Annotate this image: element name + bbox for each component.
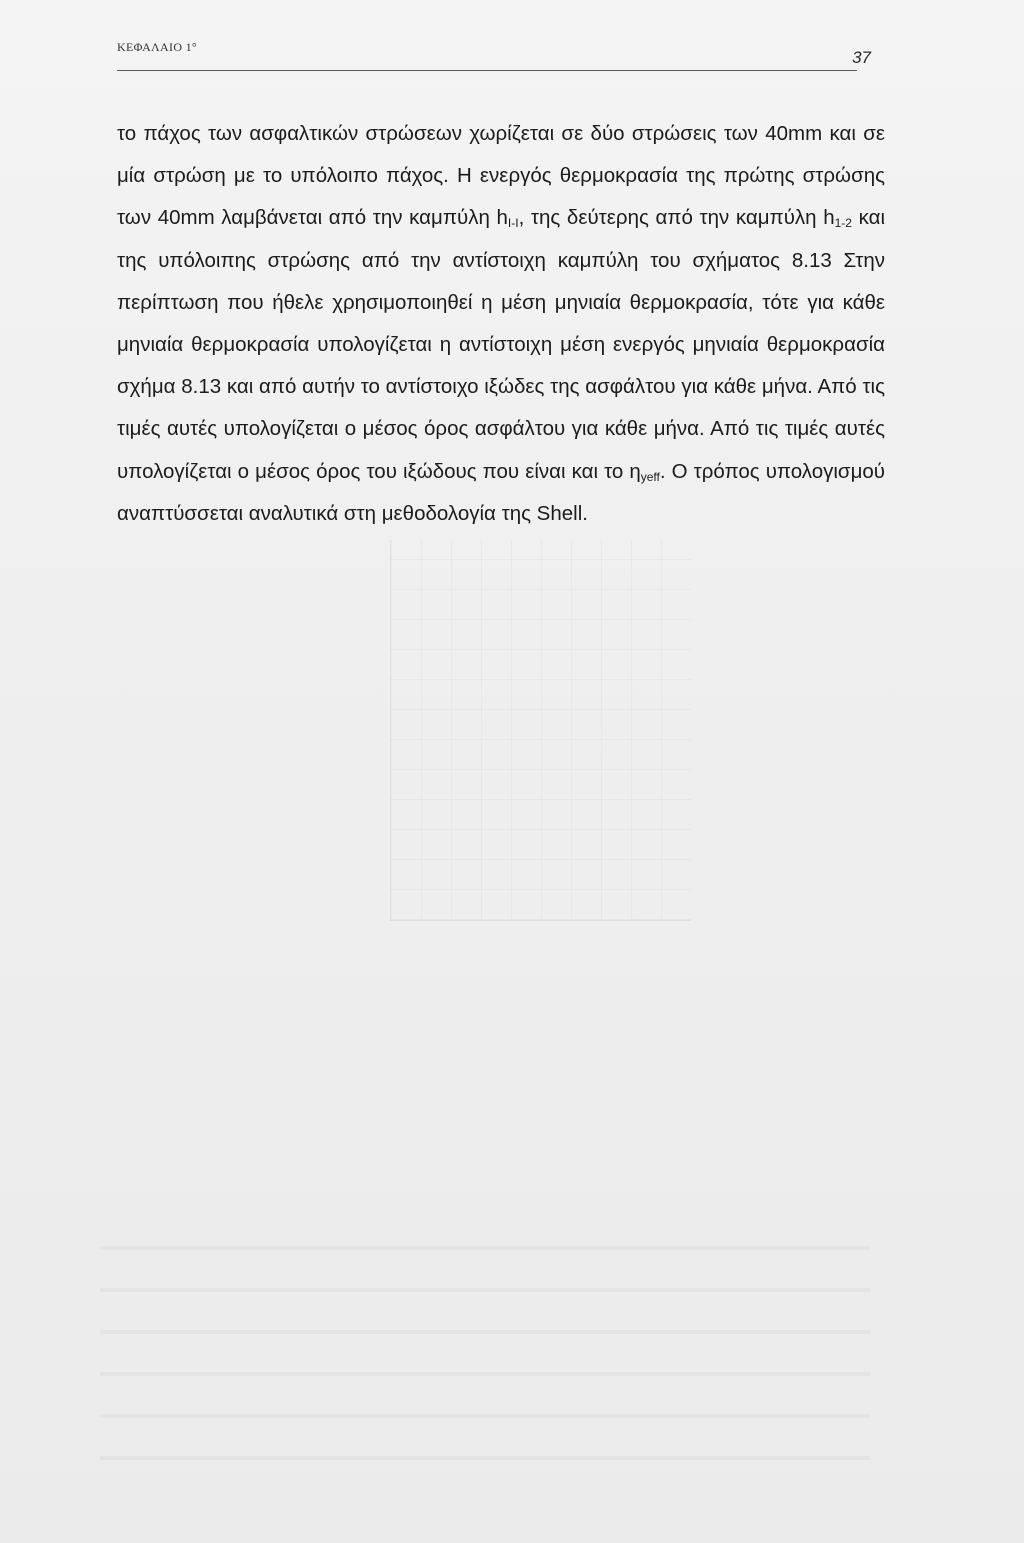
subscript-curve-2: 1-2	[834, 216, 852, 231]
bleed-through-text	[100, 1220, 870, 1460]
paragraph-text-3: και της υπόλοιπης στρώσης από την αντίστοιχη καμπύλη του σχήματος 8.13 Στην περίπτωση που ήθελε χρησιμοποιηθεί η μέση μηνιαία θερμοκρασία, τότε για κάθε μηνιαία θερμοκρασία υπολογίζεται η αντίστοιχη μέση ενεργός μηνιαία θερμοκρασία σχήμα 8.13 και από αυτήν το αντίστοιχο ιξώδες της ασφάλτου για κάθε μήνα. Από τις τιμές αυτές υπολογίζεται ο μέσος όρος ασφάλτου για κάθε μήνα. Από τις τιμές αυτές υπολογίζεται ο μέσος όρος του ιξώδους που είναι και το η	[117, 206, 885, 483]
page-number: 37	[852, 48, 871, 67]
body-paragraph	[117, 113, 885, 535]
paragraph-text-2: , της δεύτερης από την καμπύλη h	[518, 206, 835, 230]
running-header	[117, 26, 871, 71]
subscript-curve-1: I-I	[507, 216, 519, 231]
subscript-viscosity: yeff	[640, 469, 660, 484]
paragraph-text-1: το πάχος των ασφαλτικών στρώσεων χωρίζεται σε δύο στρώσεις των 40mm και σε μία στρώση με το υπόλοιπο πάχος. Η ενεργός θερμοκρασία της πρώτης στρώσης των 40mm λαμβάνεται από την καμπύλη h	[117, 122, 885, 230]
paragraph-text-4: . Ο τρόπος υπολογισμού αναπτύσσεται αναλυτικά στη μεθοδολογία της Shell.	[117, 459, 885, 525]
chapter-label: ΚΕΦΑΛΑΙΟ 1°	[117, 40, 197, 54]
bleed-through-figure	[390, 540, 691, 921]
